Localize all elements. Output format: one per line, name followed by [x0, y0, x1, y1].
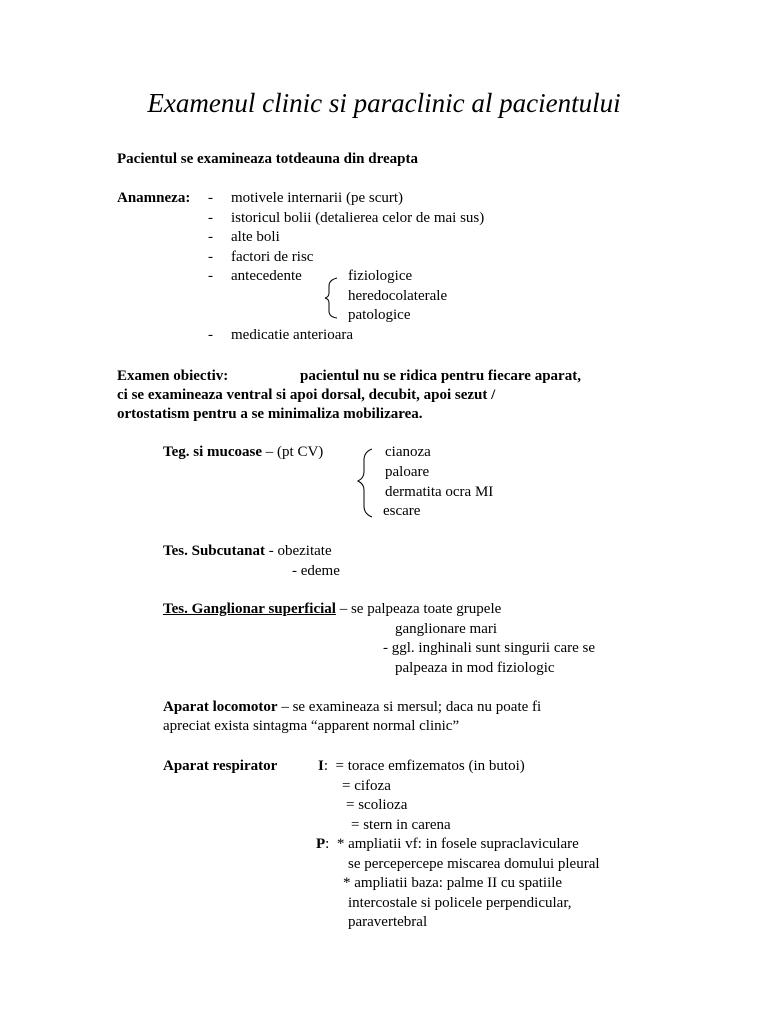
anamneza-item: factori de risc — [231, 249, 314, 265]
teg-item: paloare — [385, 464, 430, 480]
respirator-p-item: intercostale si policele perpendicular, — [348, 895, 572, 911]
anamneza-dash: - — [208, 327, 213, 343]
examen-line: ortostatism pentru a se minimaliza mobilizarea. — [117, 406, 423, 422]
ganglionar-label: Tes. Ganglionar superficial — [163, 601, 336, 617]
locomotor-line — [163, 698, 541, 717]
brace-icon — [358, 448, 374, 518]
respirator-p-item: paravertebral — [348, 914, 428, 930]
ganglionar-text: – se palpeaza toate grupele — [335, 601, 502, 617]
ganglionar-text: - ggl. inghinali sunt singurii care se — [383, 640, 596, 656]
anamneza-item: motivele internarii (pe scurt) — [231, 190, 404, 206]
anamneza-dash: - — [208, 210, 213, 226]
antecedente-item: patologice — [348, 307, 411, 323]
ganglionar-text: palpeaza in mod fiziologic — [395, 660, 555, 676]
anamneza-dash: - — [208, 190, 213, 206]
respirator-i-item: = cifoza — [342, 778, 391, 794]
respirator-label: Aparat respirator — [163, 758, 278, 774]
teg-label: Teg. si mucoase — [163, 444, 263, 460]
teg-item: escare — [383, 503, 421, 519]
respirator-i-label: I — [318, 758, 324, 774]
subcutanat-item: - edeme — [292, 563, 340, 579]
examen-label: Examen obiectiv: — [117, 368, 229, 384]
locomotor-label: Aparat locomotor — [163, 699, 278, 715]
teg-item: dermatita ocra MI — [385, 484, 494, 500]
respirator-p-line — [316, 835, 579, 854]
ganglionar-line — [163, 600, 501, 619]
anamneza-item: alte boli — [231, 229, 280, 245]
anamneza-dash: - — [208, 249, 213, 265]
antecedente-item: heredocolaterale — [348, 288, 448, 304]
respirator-i-item: : = torace emfizematos (in butoi) — [323, 758, 525, 774]
respirator-p-item: * ampliatii baza: palme II cu spatiile — [343, 875, 563, 891]
respirator-i-item: = scolioza — [346, 797, 408, 813]
teg-line — [163, 443, 323, 462]
document-title: Examenul clinic si paraclinic al pacientului — [147, 88, 621, 118]
anamneza-item: istoricul bolii (detalierea celor de mai sus) — [231, 210, 485, 226]
anamneza-dash: - — [208, 229, 213, 245]
subcutanat-item: - obezitate — [264, 543, 332, 559]
respirator-p-item: se percepercepe miscarea domului pleural — [348, 856, 600, 872]
respirator-p-label: P — [316, 836, 326, 852]
respirator-p-item: : * ampliatii vf: in fosele supraclaviculare — [325, 836, 579, 852]
locomotor-text: apreciat exista sintagma “apparent normal clinic” — [163, 718, 460, 734]
subcutanat-line — [163, 542, 332, 561]
respirator-i-item: = stern in carena — [351, 817, 451, 833]
teg-item: cianoza — [385, 444, 431, 460]
subcutanat-label: Tes. Subcutanat — [163, 543, 265, 559]
anamneza-item: medicatie anterioara — [231, 327, 354, 343]
anamneza-item: antecedente — [231, 268, 302, 284]
antecedente-item: fiziologice — [348, 268, 413, 284]
ganglionar-text: ganglionare mari — [395, 621, 498, 637]
locomotor-text: – se examineaza si mersul; daca nu poate fi — [277, 699, 542, 715]
examen-line: ci se examineaza ventral si apoi dorsal, decubit, apoi sezut / — [117, 387, 496, 403]
anamneza-label: Anamneza: — [117, 190, 191, 206]
anamneza-dash: - — [208, 268, 213, 284]
respirator-i-line — [318, 757, 525, 776]
teg-rest: – (pt CV) — [262, 444, 324, 460]
examen-line: pacientul nu se ridica pentru fiecare aparat, — [300, 368, 581, 384]
brace-icon — [325, 277, 339, 319]
intro-line: Pacientul se examineaza totdeauna din dreapta — [117, 151, 418, 167]
